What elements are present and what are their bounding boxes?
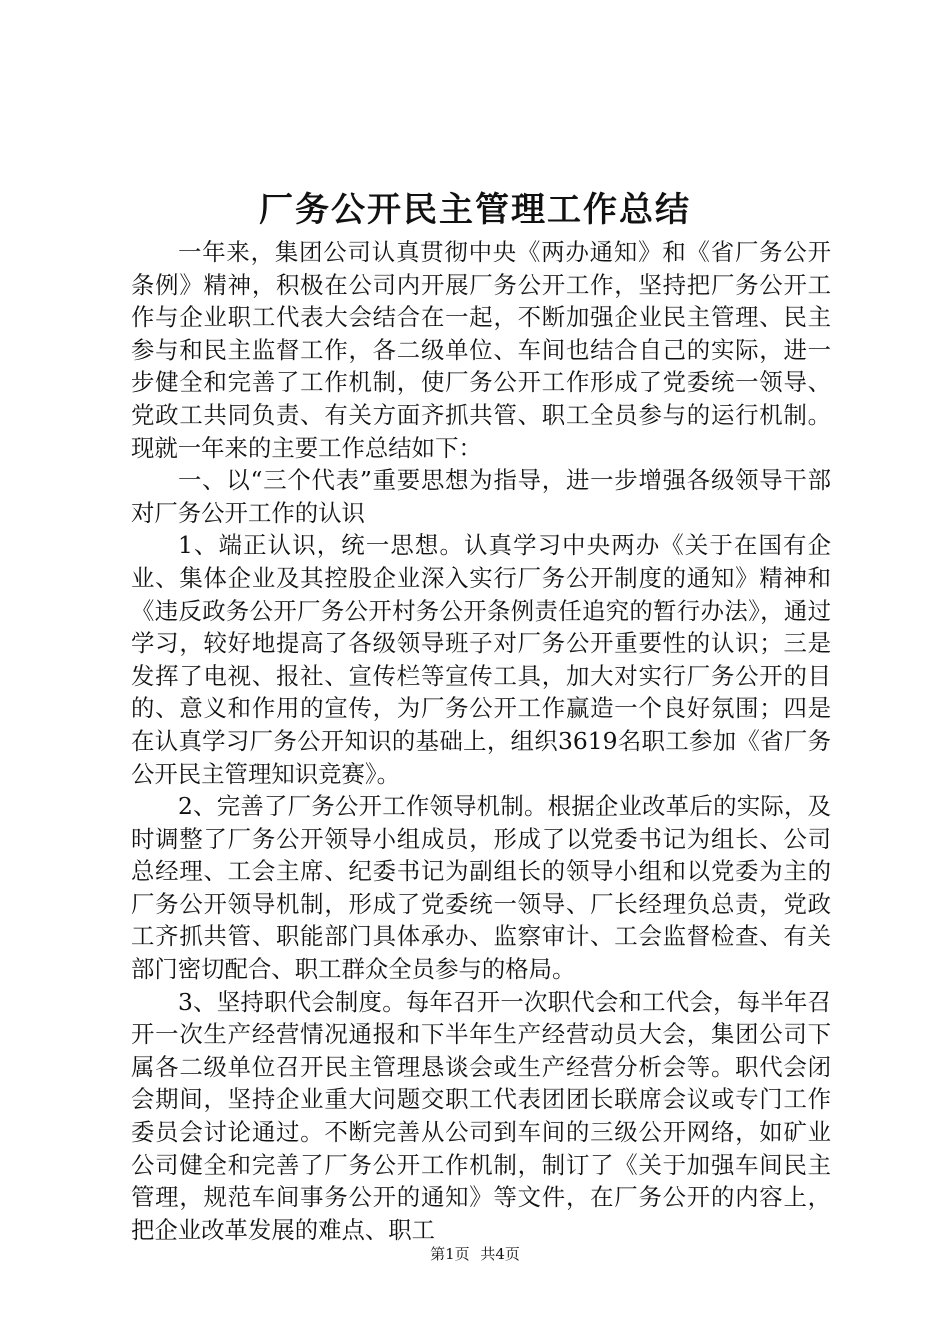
- section-heading-1: 一、以“三个代表”重要思想为指导，进一步增强各级领导干部对厂务公开工作的认识: [131, 466, 831, 527]
- paragraph-item-2: 2、完善了厂务公开工作领导机制。根据企业改革后的实际，及时调整了厂务公开领导小组成员，形成了以党委书记为组长、公司总经理、工会主席、纪委书记为副组长的领导小组和以党委为主的厂务公开领导机制，形成了党委统一领导、厂长经理负总责，党政工齐抓共管、职能部门具体承办、监察审计、工会监督检查、有关部门密切配合、职工群众全员参与的格局。: [131, 792, 831, 984]
- page-total: 共4页: [480, 1245, 520, 1263]
- page-footer: [0, 1244, 950, 1264]
- paragraph-item-1: 1、端正认识，统一思想。认真学习中央两办《关于在国有企业、集体企业及其控股企业深入实行厂务公开制度的通知》精神和《违反政务公开厂务公开村务公开条例责任追究的暂行办法》，通过学习，较好地提高了各级领导班子对厂务公开重要性的认识；三是发挥了电视、报社、宣传栏等宣传工具，加大对实行厂务公开的目的、意义和作用的宣传，为厂务公开工作赢造一个良好氛围；四是在认真学习厂务公开知识的基础上，组织3619名职工参加《省厂务公开民主管理知识竞赛》。: [131, 531, 831, 788]
- document-title: 厂务公开民主管理工作总结: [259, 190, 691, 230]
- document-body: [131, 236, 831, 1246]
- paragraph-intro: 一年来，集团公司认真贯彻中央《两办通知》和《省厂务公开条例》精神，积极在公司内开展厂务公开工作，坚持把厂务公开工作与企业职工代表大会结合在一起，不断加强企业民主管理、民主参与和民主监督工作，各二级单位、车间也结合自己的实际，进一步健全和完善了工作机制，使厂务公开工作形成了党委统一领导、党政工共同负责、有关方面齐抓共管、职工全员参与的运行机制。现就一年来的主要工作总结如下：: [131, 238, 831, 462]
- paragraph-item-3: 3、坚持职代会制度。每年召开一次职代会和工代会，每半年召开一次生产经营情况通报和下半年生产经营动员大会，集团公司下属各二级单位召开民主管理恳谈会或生产经营分析会等。职代会闭会期间，坚持企业重大问题交职工代表团团长联席会议或专门工作委员会讨论通过。不断完善从公司到车间的三级公开网络，如矿业公司健全和完善了厂务公开工作机制，制订了《关于加强车间民主管理，规范车间事务公开的通知》等文件，在厂务公开的内容上，把企业改革发展的难点、职工: [131, 987, 831, 1244]
- page-number: 第1页: [430, 1245, 470, 1263]
